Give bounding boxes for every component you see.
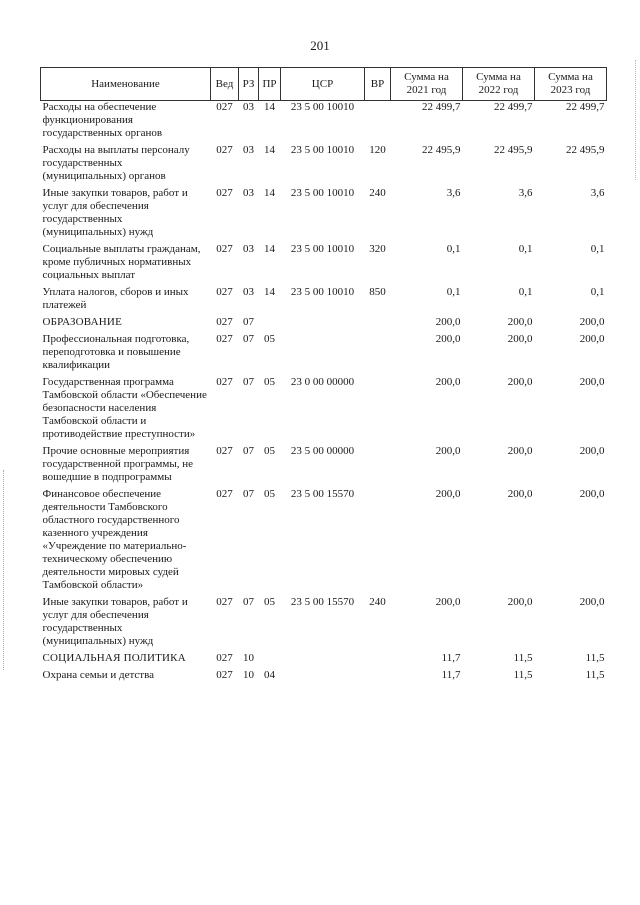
cell-sum-2023: 200,0 <box>579 376 605 388</box>
cell-rz: 03 <box>243 187 254 199</box>
cell-sum-2022: 200,0 <box>507 596 533 608</box>
header-sum-2022: Сумма на 2022 год <box>463 68 535 101</box>
cell-csr: 23 0 00 00000 <box>290 376 355 388</box>
table-row <box>41 243 607 286</box>
cell-name: Иные закупки товаров, работ и услуг для обеспечения государственных (муниципальных) нужд <box>42 187 188 238</box>
cell-pr: 14 <box>264 286 275 298</box>
cell-name: Охрана семьи и детства <box>42 669 155 681</box>
cell-name: Социальные выплаты гражданам, кроме публичных нормативных социальных выплат <box>42 243 201 281</box>
cell-name: Расходы на выплаты персоналу государственных (муниципальных) органов <box>42 144 190 182</box>
table-row <box>41 488 607 596</box>
cell-vr: 240 <box>369 187 386 199</box>
cell-pr: 05 <box>264 488 275 500</box>
cell-sum-2022: 0,1 <box>518 243 533 255</box>
cell-csr: 23 5 00 10010 <box>290 101 355 113</box>
cell-ved: 027 <box>216 286 233 298</box>
cell-name: Государственная программа Тамбовской области «Обеспечение безопасности населения Тамбовской области и противодействие преступности» <box>42 376 207 440</box>
cell-ved: 027 <box>216 101 233 113</box>
cell-sum-2022: 11,5 <box>513 669 533 681</box>
cell-vr: 850 <box>369 286 386 298</box>
cell-sum-2021: 22 499,7 <box>422 101 461 113</box>
table-row <box>41 144 607 187</box>
cell-vr <box>365 488 391 596</box>
table-row <box>41 652 607 669</box>
cell-sum-2021: 200,0 <box>435 445 461 457</box>
cell-name: Прочие основные мероприятия государственной программы, не вошедшие в подпрограммы <box>42 445 194 483</box>
cell-sum-2023: 11,5 <box>585 652 605 664</box>
header-csr: ЦСР <box>281 68 365 101</box>
table-row <box>41 333 607 376</box>
cell-vr <box>365 333 391 376</box>
cell-sum-2022: 3,6 <box>518 187 533 199</box>
header-vr: ВР <box>365 68 391 101</box>
cell-sum-2023: 0,1 <box>590 286 605 298</box>
cell-ved: 027 <box>216 243 233 255</box>
cell-rz: 07 <box>243 376 254 388</box>
cell-sum-2023: 22 499,7 <box>566 101 605 113</box>
scan-margin-marks-right <box>635 60 638 180</box>
cell-pr: 05 <box>264 376 275 388</box>
cell-csr <box>281 333 365 376</box>
cell-rz: 03 <box>243 243 254 255</box>
cell-ved: 027 <box>216 187 233 199</box>
cell-sum-2022: 200,0 <box>507 445 533 457</box>
cell-rz: 07 <box>243 596 254 608</box>
cell-pr: 05 <box>264 596 275 608</box>
cell-csr <box>281 669 365 686</box>
cell-sum-2021: 11,7 <box>441 652 461 664</box>
cell-pr: 14 <box>264 187 275 199</box>
cell-rz: 07 <box>243 488 254 500</box>
cell-rz: 07 <box>243 333 254 345</box>
cell-pr: 14 <box>264 144 275 156</box>
cell-sum-2023: 22 495,9 <box>566 144 605 156</box>
cell-csr: 23 5 00 10010 <box>290 286 355 298</box>
cell-vr <box>365 445 391 488</box>
scan-margin-marks <box>3 470 6 670</box>
cell-sum-2022: 11,5 <box>513 652 533 664</box>
cell-csr: 23 5 00 10010 <box>290 243 355 255</box>
table-row <box>41 596 607 652</box>
cell-sum-2023: 0,1 <box>590 243 605 255</box>
cell-csr: 23 5 00 15570 <box>290 596 355 608</box>
cell-sum-2022: 22 495,9 <box>494 144 533 156</box>
cell-sum-2021: 11,7 <box>441 669 461 681</box>
cell-pr: 04 <box>264 669 275 681</box>
cell-name: СОЦИАЛЬНАЯ ПОЛИТИКА <box>42 652 186 664</box>
cell-rz: 10 <box>243 652 254 664</box>
cell-sum-2021: 0,1 <box>446 243 461 255</box>
cell-name: Иные закупки товаров, работ и услуг для обеспечения государственных (муниципальных) нужд <box>42 596 188 647</box>
budget-table <box>40 67 607 686</box>
cell-ved: 027 <box>216 376 233 388</box>
cell-pr: 05 <box>264 445 275 457</box>
cell-csr <box>281 316 365 333</box>
cell-sum-2023: 200,0 <box>579 333 605 345</box>
cell-name: Финансовое обеспечение деятельности Тамбовского областного государственного казенного учреждения «Учреждение по материально-техническому обеспечению деятельности мировых судей Тамбовской области» <box>42 488 187 591</box>
cell-sum-2022: 200,0 <box>507 488 533 500</box>
cell-vr <box>365 101 391 145</box>
table-row <box>41 316 607 333</box>
cell-sum-2023: 200,0 <box>579 445 605 457</box>
cell-csr: 23 5 00 00000 <box>290 445 355 457</box>
cell-pr <box>259 652 281 669</box>
header-name: Наименование <box>41 68 211 101</box>
cell-ved: 027 <box>216 316 233 328</box>
table-row <box>41 669 607 686</box>
cell-pr <box>259 316 281 333</box>
header-sum-2023: Сумма на 2023 год <box>535 68 607 101</box>
cell-sum-2023: 11,5 <box>585 669 605 681</box>
cell-name: Уплата налогов, сборов и иных платежей <box>42 286 189 311</box>
cell-rz: 03 <box>243 286 254 298</box>
cell-sum-2023: 3,6 <box>590 187 605 199</box>
cell-rz: 10 <box>243 669 254 681</box>
cell-vr: 240 <box>369 596 386 608</box>
cell-vr <box>365 376 391 445</box>
cell-sum-2021: 22 495,9 <box>422 144 461 156</box>
cell-sum-2021: 200,0 <box>435 596 461 608</box>
cell-ved: 027 <box>216 652 233 664</box>
header-pr: ПР <box>259 68 281 101</box>
cell-vr <box>365 316 391 333</box>
cell-pr: 14 <box>264 243 275 255</box>
cell-sum-2021: 3,6 <box>446 187 461 199</box>
cell-name: Профессиональная подготовка, переподготовка и повышение квалификации <box>42 333 190 371</box>
cell-sum-2021: 200,0 <box>435 316 461 328</box>
cell-name: Расходы на обеспечение функционирования государственных органов <box>42 101 163 139</box>
table-row <box>41 101 607 145</box>
cell-pr: 14 <box>264 101 275 113</box>
cell-sum-2022: 200,0 <box>507 316 533 328</box>
cell-ved: 027 <box>216 333 233 345</box>
table-row <box>41 376 607 445</box>
table-row <box>41 445 607 488</box>
cell-sum-2022: 200,0 <box>507 333 533 345</box>
cell-ved: 027 <box>216 144 233 156</box>
cell-sum-2023: 200,0 <box>579 316 605 328</box>
cell-vr <box>365 669 391 686</box>
cell-name: ОБРАЗОВАНИЕ <box>42 316 122 328</box>
cell-sum-2022: 22 499,7 <box>494 101 533 113</box>
table-body <box>41 101 607 687</box>
cell-rz: 07 <box>243 445 254 457</box>
cell-csr <box>281 652 365 669</box>
page-number: 201 <box>310 38 330 53</box>
cell-sum-2022: 200,0 <box>507 376 533 388</box>
cell-rz: 03 <box>243 101 254 113</box>
cell-vr: 320 <box>369 243 386 255</box>
table-header-row <box>41 68 607 101</box>
cell-sum-2021: 200,0 <box>435 488 461 500</box>
cell-ved: 027 <box>216 596 233 608</box>
table-row <box>41 286 607 316</box>
cell-ved: 027 <box>216 445 233 457</box>
cell-sum-2022: 0,1 <box>518 286 533 298</box>
cell-ved: 027 <box>216 488 233 500</box>
cell-rz: 07 <box>243 316 254 328</box>
cell-sum-2021: 0,1 <box>446 286 461 298</box>
cell-vr <box>365 652 391 669</box>
cell-csr: 23 5 00 10010 <box>290 187 355 199</box>
header-ved: Вед <box>211 68 239 101</box>
cell-ved: 027 <box>216 669 233 681</box>
cell-sum-2021: 200,0 <box>435 376 461 388</box>
header-rz: РЗ <box>239 68 259 101</box>
cell-sum-2023: 200,0 <box>579 596 605 608</box>
cell-sum-2023: 200,0 <box>579 488 605 500</box>
cell-vr: 120 <box>369 144 386 156</box>
cell-pr: 05 <box>264 333 275 345</box>
cell-csr: 23 5 00 10010 <box>290 144 355 156</box>
cell-rz: 03 <box>243 144 254 156</box>
header-sum-2021: Сумма на 2021 год <box>391 68 463 101</box>
cell-sum-2021: 200,0 <box>435 333 461 345</box>
cell-csr: 23 5 00 15570 <box>290 488 355 500</box>
table-row <box>41 187 607 243</box>
